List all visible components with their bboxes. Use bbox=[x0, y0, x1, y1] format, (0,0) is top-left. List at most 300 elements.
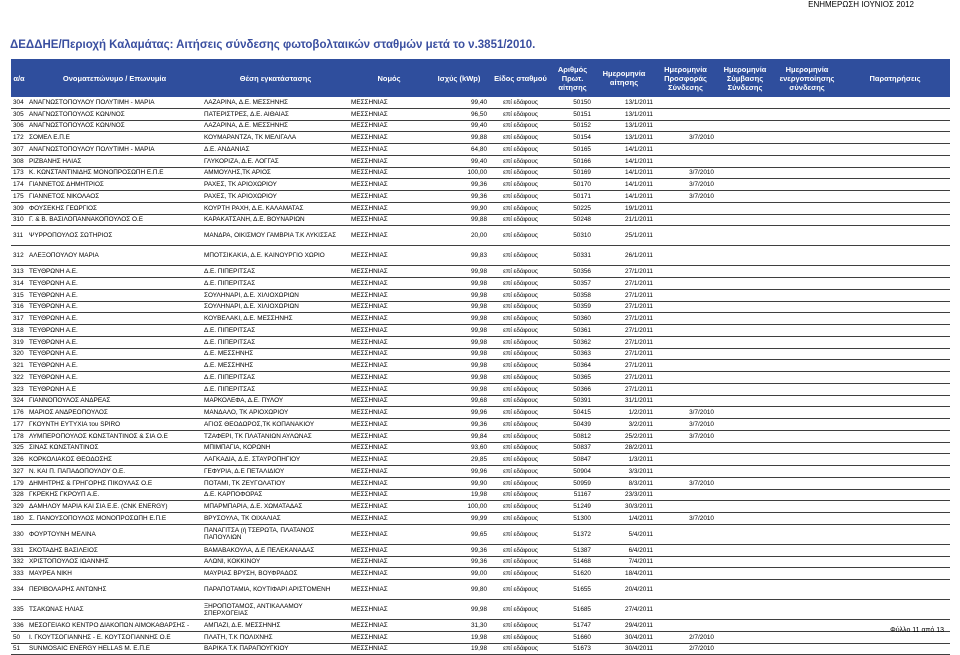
table-row bbox=[11, 477, 950, 489]
cell-aa: 336 bbox=[11, 620, 27, 632]
table-row bbox=[11, 454, 950, 466]
cell-request-date: 27/1/2011 bbox=[593, 301, 655, 313]
cell-aa: 319 bbox=[11, 336, 27, 348]
cell-station-type: επί εδάφους bbox=[489, 348, 552, 360]
cell-request-date: 26/1/2011 bbox=[593, 246, 655, 266]
table-row bbox=[11, 466, 950, 478]
cell-power: 99,98 bbox=[429, 325, 489, 337]
table-row bbox=[11, 442, 950, 454]
cell-request-date: 23/3/2011 bbox=[593, 489, 655, 501]
cell-aa: 173 bbox=[11, 167, 27, 179]
cell-name: ΜΑΡΙΟΣ ΑΝΔΡΕΟΠΟΥΛΟΣ bbox=[27, 407, 202, 419]
cell-contract-date bbox=[716, 383, 774, 395]
cell-activation-date bbox=[774, 643, 840, 655]
cell-protocol: 50361 bbox=[552, 325, 593, 337]
cell-remarks bbox=[840, 179, 950, 191]
cell-protocol: 51468 bbox=[552, 556, 593, 568]
cell-contract-date bbox=[716, 97, 774, 108]
cell-station-type: επί εδάφους bbox=[489, 97, 552, 108]
cell-offer-date bbox=[655, 580, 716, 600]
cell-protocol: 50439 bbox=[552, 419, 593, 431]
cell-activation-date bbox=[774, 289, 840, 301]
cell-remarks bbox=[840, 301, 950, 313]
table-row bbox=[11, 395, 950, 407]
cell-location: ΤΖΑΦΕΡΙ, ΤΚ ΠΛΑΤΑΝΙΩΝ ΑΥΛΩΝΑΣ bbox=[202, 430, 349, 442]
cell-request-date: 30/3/2011 bbox=[593, 501, 655, 513]
cell-request-date: 27/1/2011 bbox=[593, 325, 655, 337]
cell-power: 99,98 bbox=[429, 313, 489, 325]
cell-contract-date bbox=[716, 568, 774, 580]
cell-location: ΛΑΓΚΑΔΙΑ, Δ.Ε. ΣΤΑΥΡΟΠΗΓΙΟΥ bbox=[202, 454, 349, 466]
applications-table bbox=[11, 59, 950, 655]
cell-contract-date bbox=[716, 120, 774, 132]
cell-protocol: 50169 bbox=[552, 167, 593, 179]
cell-name: Σ. ΠΑΝΟΥΣΟΠΟΥΛΟΣ ΜΟΝΟΠΡΟΣΩΠΗ Ε.Π.Ε bbox=[27, 513, 202, 525]
cell-request-date: 13/1/2011 bbox=[593, 120, 655, 132]
cell-location: ΜΠΑΡΜΠΑΡΙΑ, Δ.Ε. ΧΩΜΑΤΑΔΑΣ bbox=[202, 501, 349, 513]
cell-remarks bbox=[840, 278, 950, 290]
cell-power: 99,65 bbox=[429, 524, 489, 544]
cell-protocol: 50356 bbox=[552, 266, 593, 278]
cell-protocol: 51372 bbox=[552, 524, 593, 544]
table-row bbox=[11, 407, 950, 419]
cell-name: ΠΕΡΙΒΟΛΑΡΗΣ ΑΝΤΩΝΗΣ bbox=[27, 580, 202, 600]
cell-prefecture: ΜΕΣΣΗΝΙΑΣ bbox=[349, 144, 429, 156]
cell-power: 99,98 bbox=[429, 278, 489, 290]
cell-power: 100,00 bbox=[429, 501, 489, 513]
cell-station-type: επί εδάφους bbox=[489, 167, 552, 179]
cell-power: 99,98 bbox=[429, 301, 489, 313]
cell-name: ΤΕΥΘΡΩΝΗ Α.Ε. bbox=[27, 289, 202, 301]
cell-power: 99,83 bbox=[429, 246, 489, 266]
cell-aa: 307 bbox=[11, 144, 27, 156]
cell-location: Δ.Ε. ΠΙΠΕΡΙΤΣΑΣ bbox=[202, 372, 349, 384]
table-row bbox=[11, 348, 950, 360]
cell-request-date: 13/1/2011 bbox=[593, 132, 655, 144]
cell-remarks bbox=[840, 454, 950, 466]
cell-prefecture: ΜΕΣΣΗΝΙΑΣ bbox=[349, 278, 429, 290]
cell-request-date: 30/4/2011 bbox=[593, 631, 655, 643]
cell-offer-date bbox=[655, 395, 716, 407]
cell-protocol: 50171 bbox=[552, 191, 593, 203]
cell-request-date: 1/2/2011 bbox=[593, 407, 655, 419]
cell-aa: 320 bbox=[11, 348, 27, 360]
cell-contract-date bbox=[716, 489, 774, 501]
cell-remarks bbox=[840, 167, 950, 179]
cell-contract-date bbox=[716, 466, 774, 478]
cell-station-type: επί εδάφους bbox=[489, 155, 552, 167]
cell-location: ΡΑΧΕΣ, ΤΚ ΑΡΙΟΧΩΡΙΟΥ bbox=[202, 179, 349, 191]
cell-prefecture: ΜΕΣΣΗΝΙΑΣ bbox=[349, 348, 429, 360]
header-col-name: Ονοματεπώνυμο / Επωνυμία bbox=[27, 59, 202, 97]
cell-aa: 317 bbox=[11, 313, 27, 325]
cell-location: Δ.Ε. ΠΙΠΕΡΙΤΣΑΣ bbox=[202, 266, 349, 278]
cell-aa: 318 bbox=[11, 325, 27, 337]
cell-station-type: επί εδάφους bbox=[489, 278, 552, 290]
cell-protocol: 51167 bbox=[552, 489, 593, 501]
cell-power: 99,80 bbox=[429, 580, 489, 600]
cell-offer-date bbox=[655, 556, 716, 568]
cell-activation-date bbox=[774, 179, 840, 191]
header-col-station-type: Είδος σταθμού bbox=[489, 59, 552, 97]
cell-contract-date bbox=[716, 600, 774, 620]
cell-name: ΔΑΜΗΛΟΥ ΜΑΡΙΑ ΚΑΙ ΣΙΑ Ε.Ε. (CNK ENERGY) bbox=[27, 501, 202, 513]
table-row bbox=[11, 108, 950, 120]
cell-request-date: 27/1/2011 bbox=[593, 372, 655, 384]
cell-protocol: 50359 bbox=[552, 301, 593, 313]
cell-contract-date bbox=[716, 407, 774, 419]
cell-prefecture: ΜΕΣΣΗΝΙΑΣ bbox=[349, 167, 429, 179]
cell-prefecture: ΜΕΣΣΗΝΙΑΣ bbox=[349, 442, 429, 454]
table-row bbox=[11, 301, 950, 313]
cell-remarks bbox=[840, 395, 950, 407]
cell-aa: 327 bbox=[11, 466, 27, 478]
cell-protocol: 51249 bbox=[552, 501, 593, 513]
cell-location: ΠΛΑΤΗ, Τ.Κ ΠΟΛΙΧΝΗΣ bbox=[202, 631, 349, 643]
cell-activation-date bbox=[774, 631, 840, 643]
cell-remarks bbox=[840, 155, 950, 167]
cell-name: ΣΙΝΑΣ ΚΩΝΣΤΑΝΤΙΝΟΣ bbox=[27, 442, 202, 454]
cell-contract-date bbox=[716, 226, 774, 246]
cell-location: ΚΟΥΡΤΗ ΡΑΧΗ, Δ.Ε. ΚΑΛΑΜΑΤΑΣ bbox=[202, 202, 349, 214]
cell-request-date: 27/1/2011 bbox=[593, 278, 655, 290]
cell-offer-date bbox=[655, 360, 716, 372]
cell-request-date: 27/1/2011 bbox=[593, 266, 655, 278]
cell-protocol: 51685 bbox=[552, 600, 593, 620]
cell-request-date: 27/4/2011 bbox=[593, 600, 655, 620]
cell-contract-date bbox=[716, 454, 774, 466]
cell-name: ΓΙΑΝΝΕΤΟΣ ΔΗΜΗΤΡΙΟΣ bbox=[27, 179, 202, 191]
cell-request-date: 14/1/2011 bbox=[593, 167, 655, 179]
cell-contract-date bbox=[716, 556, 774, 568]
cell-contract-date bbox=[716, 313, 774, 325]
cell-prefecture: ΜΕΣΣΗΝΙΑΣ bbox=[349, 600, 429, 620]
table-row bbox=[11, 278, 950, 290]
cell-location: ΚΑΡΑΚΑΤΣΑΝΗ, Δ.Ε. ΒΟΥΝΑΡΙΩΝ bbox=[202, 214, 349, 226]
cell-station-type: επί εδάφους bbox=[489, 301, 552, 313]
cell-prefecture: ΜΕΣΣΗΝΙΑΣ bbox=[349, 419, 429, 431]
cell-aa: 310 bbox=[11, 214, 27, 226]
cell-offer-date bbox=[655, 289, 716, 301]
cell-aa: 321 bbox=[11, 360, 27, 372]
cell-remarks bbox=[840, 289, 950, 301]
cell-remarks bbox=[840, 202, 950, 214]
cell-protocol: 50357 bbox=[552, 278, 593, 290]
cell-aa: 305 bbox=[11, 108, 27, 120]
cell-name: ΤΕΥΘΡΩΝΗ Α.Ε. bbox=[27, 313, 202, 325]
cell-station-type: επί εδάφους bbox=[489, 544, 552, 556]
cell-location: ΜΑΝΔΑΛΟ, ΤΚ ΑΡΙΟΧΩΡΙΟΥ bbox=[202, 407, 349, 419]
cell-station-type: επί εδάφους bbox=[489, 556, 552, 568]
cell-aa: 308 bbox=[11, 155, 27, 167]
cell-offer-date: 3/7/2010 bbox=[655, 179, 716, 191]
cell-prefecture: ΜΕΣΣΗΝΙΑΣ bbox=[349, 580, 429, 600]
cell-name: ΓΙΑΝΝΕΤΟΣ ΝΙΚΟΛΑΟΣ bbox=[27, 191, 202, 203]
cell-aa: 312 bbox=[11, 246, 27, 266]
cell-prefecture: ΜΕΣΣΗΝΙΑΣ bbox=[349, 513, 429, 525]
cell-station-type: επί εδάφους bbox=[489, 430, 552, 442]
cell-remarks bbox=[840, 348, 950, 360]
cell-location: ΜΑΥΡΙΑΣ ΒΡΥΣΗ, ΒΟΥΦΡΑΔΟΣ bbox=[202, 568, 349, 580]
cell-offer-date bbox=[655, 620, 716, 632]
cell-protocol: 50152 bbox=[552, 120, 593, 132]
cell-station-type: επί εδάφους bbox=[489, 191, 552, 203]
cell-remarks bbox=[840, 313, 950, 325]
cell-activation-date bbox=[774, 407, 840, 419]
cell-request-date: 27/1/2011 bbox=[593, 348, 655, 360]
cell-power: 99,40 bbox=[429, 120, 489, 132]
cell-station-type: επί εδάφους bbox=[489, 501, 552, 513]
page-title: ΔΕΔΔΗΕ/Περιοχή Καλαμάτας: Αιτήσεις σύνδεσης φωτοβολταικών σταθμών μετά το ν.3851/2010. bbox=[10, 39, 536, 51]
cell-aa: 326 bbox=[11, 454, 27, 466]
cell-name: ΤΕΥΘΡΩΝΗ Α.Ε. bbox=[27, 348, 202, 360]
table-row bbox=[11, 430, 950, 442]
cell-power: 19,98 bbox=[429, 489, 489, 501]
cell-offer-date bbox=[655, 372, 716, 384]
table-row bbox=[11, 325, 950, 337]
cell-location: ΓΕΦΥΡΙΑ, Δ.Ε ΠΕΤΑΛΙΔΙΟΥ bbox=[202, 466, 349, 478]
table-row bbox=[11, 313, 950, 325]
cell-protocol: 50847 bbox=[552, 454, 593, 466]
cell-protocol: 50358 bbox=[552, 289, 593, 301]
cell-contract-date bbox=[716, 544, 774, 556]
table-row bbox=[11, 544, 950, 556]
cell-station-type: επί εδάφους bbox=[489, 246, 552, 266]
cell-remarks bbox=[840, 513, 950, 525]
cell-request-date: 20/4/2011 bbox=[593, 580, 655, 600]
cell-contract-date bbox=[716, 419, 774, 431]
cell-station-type: επί εδάφους bbox=[489, 513, 552, 525]
cell-activation-date bbox=[774, 580, 840, 600]
cell-aa: 323 bbox=[11, 383, 27, 395]
cell-activation-date bbox=[774, 132, 840, 144]
table-row bbox=[11, 336, 950, 348]
cell-remarks bbox=[840, 266, 950, 278]
cell-contract-date bbox=[716, 430, 774, 442]
cell-prefecture: ΜΕΣΣΗΝΙΑΣ bbox=[349, 108, 429, 120]
cell-location: ΣΟΥΛΗΝΑΡΙ, Δ.Ε. ΧΙΛΙΟΧΩΡΙΩΝ bbox=[202, 289, 349, 301]
cell-station-type: επί εδάφους bbox=[489, 600, 552, 620]
table-row bbox=[11, 144, 950, 156]
cell-protocol: 50150 bbox=[552, 97, 593, 108]
cell-request-date: 14/1/2011 bbox=[593, 191, 655, 203]
cell-station-type: επί εδάφους bbox=[489, 313, 552, 325]
cell-activation-date bbox=[774, 620, 840, 632]
cell-prefecture: ΜΕΣΣΗΝΙΑΣ bbox=[349, 120, 429, 132]
cell-power: 99,36 bbox=[429, 191, 489, 203]
header-col-offer-date: Ημερομηνία Προσφοράς Σύνδεσης bbox=[655, 59, 716, 97]
cell-location: ΜΠΙΜΠΑΓΙΑ, ΚΟΡΩΝΗ bbox=[202, 442, 349, 454]
cell-activation-date bbox=[774, 202, 840, 214]
header-col-prefecture: Νομός bbox=[349, 59, 429, 97]
cell-offer-date bbox=[655, 120, 716, 132]
cell-activation-date bbox=[774, 524, 840, 544]
cell-power: 99,90 bbox=[429, 477, 489, 489]
cell-contract-date bbox=[716, 214, 774, 226]
cell-protocol: 51620 bbox=[552, 568, 593, 580]
cell-contract-date bbox=[716, 348, 774, 360]
cell-contract-date bbox=[716, 325, 774, 337]
cell-offer-date bbox=[655, 524, 716, 544]
cell-offer-date bbox=[655, 155, 716, 167]
cell-activation-date bbox=[774, 600, 840, 620]
cell-power: 99,98 bbox=[429, 289, 489, 301]
cell-station-type: επί εδάφους bbox=[489, 580, 552, 600]
cell-protocol: 50170 bbox=[552, 179, 593, 191]
table-row bbox=[11, 246, 950, 266]
cell-contract-date bbox=[716, 643, 774, 655]
cell-offer-date bbox=[655, 278, 716, 290]
cell-request-date: 29/4/2011 bbox=[593, 620, 655, 632]
cell-prefecture: ΜΕΣΣΗΝΙΑΣ bbox=[349, 191, 429, 203]
cell-contract-date bbox=[716, 477, 774, 489]
cell-prefecture: ΜΕΣΣΗΝΙΑΣ bbox=[349, 325, 429, 337]
cell-offer-date: 3/7/2010 bbox=[655, 167, 716, 179]
cell-protocol: 50959 bbox=[552, 477, 593, 489]
cell-name: ΑΝΑΓΝΩΣΤΟΠΟΥΛΟΥ ΠΟΛΥΤΙΜΗ - ΜΑΡΙΑ bbox=[27, 97, 202, 108]
cell-name: ΓΚΡΕΚΗΣ ΓΚΡΟΥΠ Α.Ε. bbox=[27, 489, 202, 501]
table-row bbox=[11, 179, 950, 191]
cell-aa: 325 bbox=[11, 442, 27, 454]
cell-location: Δ.Ε. ΠΙΠΕΡΙΤΣΑΣ bbox=[202, 336, 349, 348]
cell-prefecture: ΜΕΣΣΗΝΙΑΣ bbox=[349, 179, 429, 191]
cell-prefecture: ΜΕΣΣΗΝΙΑΣ bbox=[349, 301, 429, 313]
cell-remarks bbox=[840, 325, 950, 337]
cell-protocol: 51747 bbox=[552, 620, 593, 632]
cell-power: 99,98 bbox=[429, 383, 489, 395]
cell-aa: 306 bbox=[11, 120, 27, 132]
cell-activation-date bbox=[774, 544, 840, 556]
cell-activation-date bbox=[774, 395, 840, 407]
cell-name: ΓΚΟΥΝΤΗ ΕΥΤΥΧΙΑ του SPIRO bbox=[27, 419, 202, 431]
cell-activation-date bbox=[774, 167, 840, 179]
cell-activation-date bbox=[774, 278, 840, 290]
cell-power: 99,90 bbox=[429, 202, 489, 214]
cell-power: 99,98 bbox=[429, 336, 489, 348]
cell-activation-date bbox=[774, 191, 840, 203]
cell-activation-date bbox=[774, 568, 840, 580]
cell-name: ΑΝΑΓΝΩΣΤΟΠΟΥΛΟΣ ΚΩΝ/ΝΟΣ bbox=[27, 120, 202, 132]
cell-prefecture: ΜΕΣΣΗΝΙΑΣ bbox=[349, 202, 429, 214]
cell-remarks bbox=[840, 466, 950, 478]
cell-request-date: 27/1/2011 bbox=[593, 336, 655, 348]
cell-location: ΜΑΝΔΡΑ, ΟΙΚΙΣΜΟΥ ΓΑΜΒΡΙΑ Τ.Κ ΛΥΚΙΣΣΑΣ bbox=[202, 226, 349, 246]
cell-contract-date bbox=[716, 167, 774, 179]
cell-name: ΤΕΥΘΡΩΝΗ Α.Ε. bbox=[27, 301, 202, 313]
cell-contract-date bbox=[716, 442, 774, 454]
cell-activation-date bbox=[774, 144, 840, 156]
cell-offer-date bbox=[655, 313, 716, 325]
cell-contract-date bbox=[716, 524, 774, 544]
cell-contract-date bbox=[716, 395, 774, 407]
cell-power: 99,84 bbox=[429, 430, 489, 442]
cell-offer-date bbox=[655, 144, 716, 156]
cell-protocol: 50363 bbox=[552, 348, 593, 360]
cell-location: ΛΑΖΑΡΙΝΑ, Δ.Ε. ΜΕΣΣΗΝΗΣ bbox=[202, 97, 349, 108]
cell-location: ΑΓΙΟΣ ΘΕΟΔΩΡΟΣ,ΤΚ ΚΟΠΑΝΑΚΙΟΥ bbox=[202, 419, 349, 431]
cell-station-type: επί εδάφους bbox=[489, 489, 552, 501]
table-row bbox=[11, 383, 950, 395]
table-row bbox=[11, 524, 950, 544]
header-col-location: Θέση εγκατάστασης bbox=[202, 59, 349, 97]
header-col-contract-date: Ημερομηνία Σύμβασης Σύνδεσης bbox=[716, 59, 774, 97]
cell-request-date: 18/4/2011 bbox=[593, 568, 655, 580]
cell-station-type: επί εδάφους bbox=[489, 454, 552, 466]
cell-location: ΓΛΥΚΟΡΙΖΑ, Δ.Ε. ΛΟΓΓΑΣ bbox=[202, 155, 349, 167]
cell-power: 99,68 bbox=[429, 395, 489, 407]
cell-prefecture: ΜΕΣΣΗΝΙΑΣ bbox=[349, 313, 429, 325]
cell-name: ΣΟΜΕΛ Ε.Π.Ε bbox=[27, 132, 202, 144]
cell-power: 99,88 bbox=[429, 214, 489, 226]
cell-station-type: επί εδάφους bbox=[489, 144, 552, 156]
cell-power: 99,36 bbox=[429, 419, 489, 431]
cell-activation-date bbox=[774, 419, 840, 431]
header-col-request-date: Ημερομηνία αίτησης bbox=[593, 59, 655, 97]
cell-protocol: 50154 bbox=[552, 132, 593, 144]
cell-contract-date bbox=[716, 108, 774, 120]
cell-prefecture: ΜΕΣΣΗΝΙΑΣ bbox=[349, 407, 429, 419]
cell-remarks bbox=[840, 407, 950, 419]
cell-offer-date bbox=[655, 246, 716, 266]
cell-offer-date bbox=[655, 202, 716, 214]
cell-station-type: επί εδάφους bbox=[489, 226, 552, 246]
cell-location: Δ.Ε. ΜΕΣΣΗΝΗΣ bbox=[202, 348, 349, 360]
cell-request-date: 14/1/2011 bbox=[593, 155, 655, 167]
header-col-remarks: Παρατηρήσεις bbox=[840, 59, 950, 97]
cell-power: 99,88 bbox=[429, 132, 489, 144]
cell-contract-date bbox=[716, 360, 774, 372]
cell-offer-date: 3/7/2010 bbox=[655, 407, 716, 419]
cell-contract-date bbox=[716, 132, 774, 144]
cell-activation-date bbox=[774, 155, 840, 167]
cell-contract-date bbox=[716, 501, 774, 513]
cell-protocol: 50248 bbox=[552, 214, 593, 226]
cell-prefecture: ΜΕΣΣΗΝΙΑΣ bbox=[349, 454, 429, 466]
cell-prefecture: ΜΕΣΣΗΝΙΑΣ bbox=[349, 97, 429, 108]
cell-request-date: 21/1/2011 bbox=[593, 214, 655, 226]
cell-activation-date bbox=[774, 372, 840, 384]
cell-offer-date: 3/7/2010 bbox=[655, 191, 716, 203]
cell-name: ΜΕΣΟΓΕΙΑΚΟ ΚΕΝΤΡΟ ΔΙΑΚΟΠΩΝ ΑΙΜΟΚΑΘΑΡΣΗΣ - bbox=[27, 620, 202, 632]
cell-contract-date bbox=[716, 144, 774, 156]
cell-location: Δ.Ε. ΜΕΣΣΗΝΗΣ bbox=[202, 360, 349, 372]
cell-activation-date bbox=[774, 301, 840, 313]
cell-aa: 332 bbox=[11, 556, 27, 568]
cell-aa: 180 bbox=[11, 513, 27, 525]
cell-activation-date bbox=[774, 442, 840, 454]
cell-activation-date bbox=[774, 246, 840, 266]
cell-protocol: 51655 bbox=[552, 580, 593, 600]
cell-location: ΠΟΤΑΜΙ, ΤΚ ΖΕΥΓΟΛΑΤΙΟΥ bbox=[202, 477, 349, 489]
update-date: ΕΝΗΜΕΡΩΣΗ ΙΟΥΝΙΟΣ 2012 bbox=[808, 0, 914, 9]
cell-activation-date bbox=[774, 266, 840, 278]
cell-activation-date bbox=[774, 348, 840, 360]
cell-prefecture: ΜΕΣΣΗΝΙΑΣ bbox=[349, 477, 429, 489]
cell-station-type: επί εδάφους bbox=[489, 442, 552, 454]
cell-protocol: 50837 bbox=[552, 442, 593, 454]
cell-protocol: 50225 bbox=[552, 202, 593, 214]
cell-power: 99,00 bbox=[429, 568, 489, 580]
cell-location: ΑΜΜΟΥΛΗΣ,ΤΚ ΑΡΙΟΣ bbox=[202, 167, 349, 179]
cell-contract-date bbox=[716, 202, 774, 214]
cell-name: ΤΕΥΘΡΩΝΗ Α.Ε. bbox=[27, 336, 202, 348]
cell-request-date: 3/2/2011 bbox=[593, 419, 655, 431]
cell-prefecture: ΜΕΣΣΗΝΙΑΣ bbox=[349, 289, 429, 301]
cell-aa: 335 bbox=[11, 600, 27, 620]
cell-protocol: 50151 bbox=[552, 108, 593, 120]
cell-location: ΡΑΧΕΣ, ΤΚ ΑΡΙΟΧΩΡΙΟΥ bbox=[202, 191, 349, 203]
cell-location: Δ.Ε. ΑΝΔΑΝΙΑΣ bbox=[202, 144, 349, 156]
